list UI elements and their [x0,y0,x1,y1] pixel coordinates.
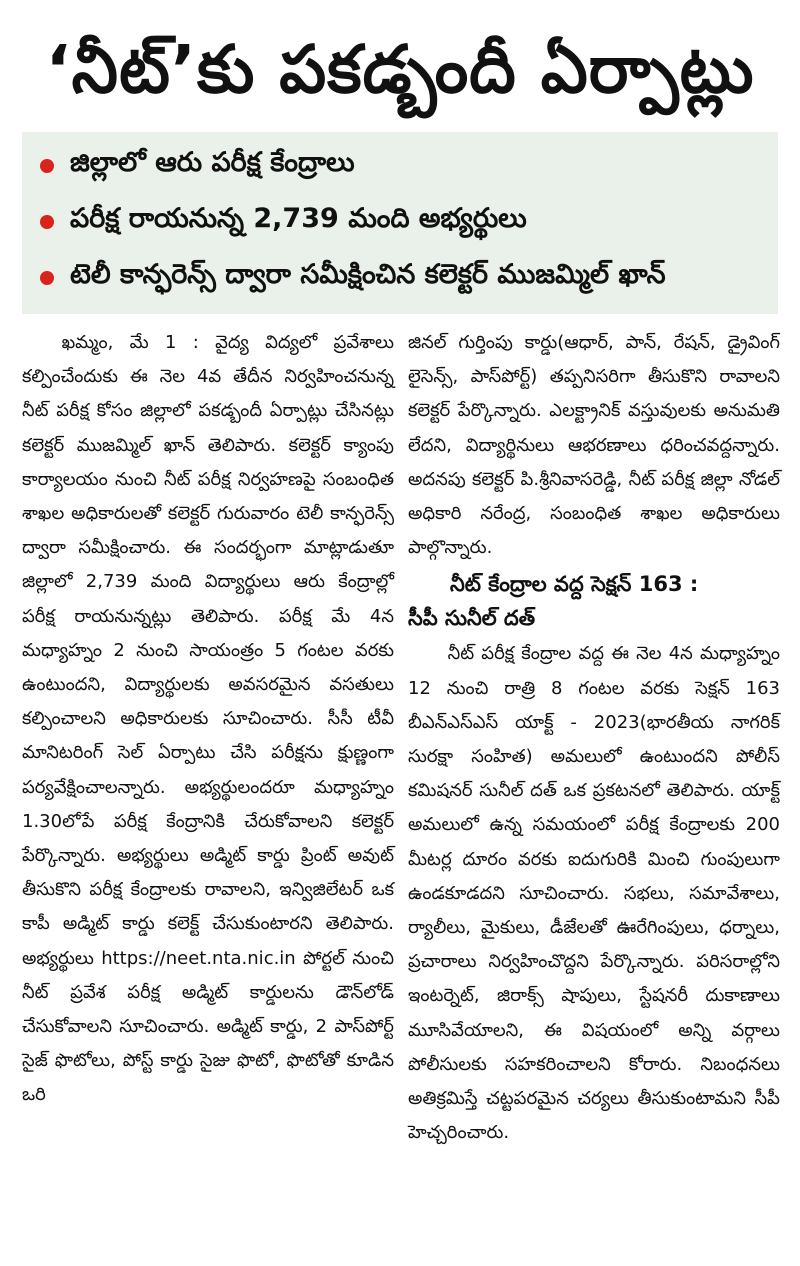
article-column-left [22,326,394,1150]
highlight-item [30,250,770,306]
highlight-item [30,194,770,250]
article-paragraph: నీట్ పరీక్ష కేంద్రాల వద్ద ఈ నెల 4న మధ్యాహ్నం 12 నుంచి రాత్రి 8 గంటల వరకు సెక్షన్ 163 బీఎన్ఎస్ఎస్ యాక్ట్ - 2023(భారతీయ నాగరిక్ సురక్షా సంహిత) అమలులో ఉంటుందని పోలీస్ కమిషనర్ సునీల్ దత్ ఒక ప్రకటనలో తెలిపారు. యాక్ట్ అమలులో ఉన్న సమయంలో పరీక్ష కేంద్రాలకు 200 మీటర్ల దూరం వరకు ఐదుగురికి మించి గుంపులుగా ఉండకూడదని సూచించారు. సభలు, సమావేశాలు, ర్యాలీలు, మైకులు, డీజేలతో ఊరేగింపులు, ధర్నాలు, ప్రచారాలు నిర్వహించొద్దని పేర్కొన్నారు. పరిసరాల్లోని ఇంటర్నెట్, జిరాక్స్ షాపులు, స్టేషనరీ దుకాణాలు మూసివేయాలని, ఈ విషయంలో అన్ని వర్గాలు పోలీసులకు సహకరించాలని కోరారు. నిబంధనలు అతిక్రమిస్తే చట్టపరమైన చర్యలు తీసుకుంటామని సీపీ హెచ్చరించారు. [408,643,780,1144]
highlight-text: పరీక్ష రాయనున్న 2,739 మంది అభ్యర్థులు [70,203,527,234]
article-paragraph: ఖమ్మం, మే 1 : వైద్య విద్యలో ప్రవేశాలు కల్పించేందుకు ఈ నెల 4వ తేదీన నిర్వహించనున్న నీట్ పరీక్ష కోసం జిల్లాలో పకడ్బందీ ఏర్పాట్లు చేసినట్లు కలెక్టర్ ముజమ్మిల్ ఖాన్ తెలిపారు. కలెక్టర్ క్యాంపు కార్యాలయం నుంచి నీట్ పరీక్ష నిర్వహణపై సంబంధిత శాఖల అధికారులతో కలెక్టర్ గురువారం టెలీ కాన్ఫరెన్స్ ద్వారా సమీక్షించారు. ఈ సందర్భంగా మాట్లాడుతూ జిల్లాలో 2,739 మంది విద్యార్థులు ఆరు కేంద్రాల్లో పరీక్ష రాయనున్నట్లు తెలిపారు. పరీక్ష మే 4న మధ్యాహ్నం 2 నుంచి సాయంత్రం 5 గంటల వరకు ఉంటుందని, విద్యార్థులకు అవసరమైన వసతులు కల్పించాలని అధికారులకు సూచించారు. సీసీ టీవీ మానిటరింగ్ సెల్ ఏర్పాటు చేసి పరీక్షను క్షుణ్ణంగా పర్యవేక్షించాలన్నారు. అభ్యర్థులందరూ మధ్యాహ్నం 1.30లోపే పరీక్ష కేంద్రానికి చేరుకోవాలని కలెక్టర్ పేర్కొన్నారు. అభ్యర్థులు అడ్మిట్ కార్డు ప్రింట్ అవుట్ తీసుకొని పరీక్ష కేంద్రాలకు రావాలని, ఇన్విజిలేటర్ ఒక కాపీ అడ్మిట్ కార్డు కలెక్ట్ చేసుకుంటారని తెలిపారు. అభ్యర్థులు https://neet.nta.nic.in పోర్టల్ నుంచి నీట్ ప్రవేశ పరీక్ష అడ్మిట్ కార్డులను డౌన్‌లోడ్ చేసుకోవాలని సూచించారు. అడ్మిట్ కార్డు, 2 పాస్‌పోర్ట్ సైజ్ ఫొటోలు, పోస్ట్ కార్డు సైజు ఫొటో, ఫొటోతో కూడిన ఒరి [22,332,394,1106]
bullet-icon [40,215,54,229]
subheading: నీట్ కేంద్రాల వద్ద సెక్షన్ 163 : [450,572,699,597]
highlight-item [30,138,770,194]
bullet-icon [40,159,54,173]
highlights-box [22,132,778,314]
article-column-right [408,326,780,1150]
article-paragraph: జినల్ గుర్తింపు కార్డు(ఆధార్, పాన్, రేషన్, డ్రైవింగ్ లైసెన్స్, పాస్‌పోర్ట్) తప్పనిసరిగా తీసుకొని రావాలని కలెక్టర్ పేర్కొన్నారు. ఎలక్ట్రానిక్ వస్తువులకు అనుమతి లేదని, విద్యార్థినులు ఆభరణాలు ధరించవద్దన్నారు. అదనపు కలెక్టర్ పి.శ్రీనివాసరెడ్డి, నీట్ పరీక్ష జిల్లా నోడల్ అధికారి నరేంద్ర, సంబంధిత శాఖల అధికారులు పాల్గొన్నారు. [408,332,780,559]
subheading-line2: సీపీ సునీల్ దత్ [408,606,536,631]
highlight-text: జిల్లాలో ఆరు పరీక్ష కేంద్రాలు [70,147,355,178]
bullet-icon [40,271,54,285]
headline: ‘నీట్’కు పకడ్బందీ ఏర్పాట్లు [45,31,755,108]
highlight-text: టెలీ కాన్ఫరెన్స్ ద్వారా సమీక్షించిన కలెక్టర్ ముజమ్మిల్ ఖాన్ [70,259,666,290]
article-body [22,326,778,1150]
